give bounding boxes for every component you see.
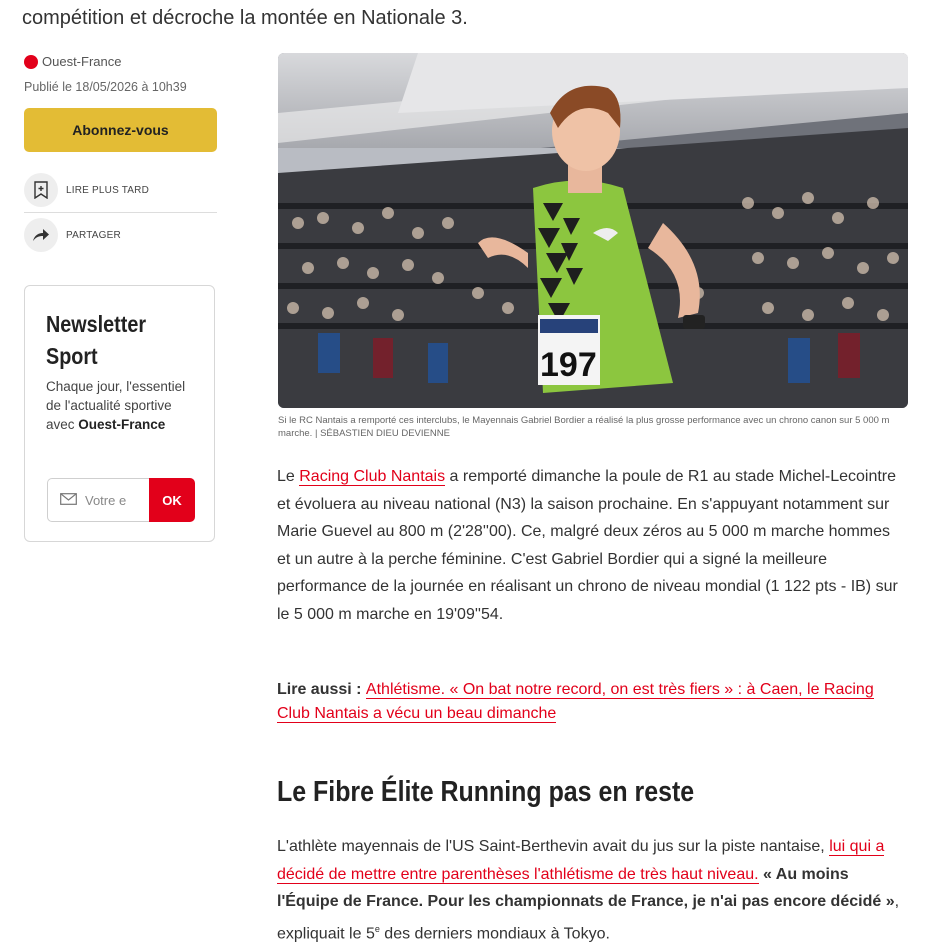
read-also-block [277, 678, 907, 726]
photo-caption: Si le RC Nantais a remporté ces interclubs, le Mayennais Gabriel Bordier a réalisé la plus grosse performance avec un chrono canon sur 5 000 m marche. | SÉBASTIEN DIEU DEVIENNE [278, 415, 890, 439]
ouest-france-logo-icon [24, 55, 38, 69]
newsletter-desc-brand: Ouest-France [78, 417, 166, 432]
newsletter-form [47, 478, 195, 522]
read-also-label: Lire aussi : [277, 681, 366, 698]
newsletter-desc-text: Chaque jour, l'essentiel de l'actualité sportive avec [46, 379, 186, 432]
bookmark-icon [24, 173, 58, 207]
bib-number: 197 [540, 346, 597, 384]
read-later-button[interactable] [24, 173, 149, 207]
mail-icon [60, 493, 77, 508]
p2-text-end: des derniers mondiaux à Tokyo. [379, 925, 610, 943]
share-label: PARTAGER [66, 229, 121, 241]
p2-text-after: , expliquait le 5 [277, 893, 900, 943]
article-photo[interactable] [278, 53, 908, 408]
p2-superscript: e [374, 923, 380, 934]
article-lead: compétition et décroche la montée en Nationale 3. [22, 7, 468, 29]
p1-text-after: a remporté dimanche la poule de R1 au stade Michel-Lecointre et évoluera au niveau national (N3) la saison prochaine. En s'appuyant notamment sur Marie Guevel au 800 m (2'28''00). Ce, malgré deux zéros au 5 000 m marche hommes et un autre à la perche féminine. C'est Gabriel Bordier qui a signé la meilleure performance de la journée en réalisant un chrono de niveau mondial (1 122 pts - IB) sur le 5 000 m marche en 19'09''54. [277, 468, 898, 623]
share-button[interactable] [24, 218, 121, 252]
source-name: Ouest-France [42, 54, 122, 69]
newsletter-email-placeholder: Votre e [85, 492, 127, 508]
share-arrow-icon [24, 218, 58, 252]
newsletter-email-input[interactable] [47, 478, 149, 522]
p2-text-before: L'athlète mayennais de l'US Saint-Berthevin avait du jus sur la piste nantaise, [277, 838, 830, 855]
racing-club-nantais-link[interactable]: Racing Club Nantais [299, 468, 446, 485]
read-later-label: LIRE PLUS TARD [66, 184, 150, 196]
section-heading: Le Fibre Élite Running pas en reste [277, 776, 695, 808]
publish-date: Publié le 18/05/2026 à 10h39 [24, 80, 187, 94]
newsletter-ok-button[interactable]: OK [149, 478, 195, 522]
source-label[interactable] [24, 54, 121, 69]
read-also-link[interactable]: Athlétisme. « On bat notre record, on est très fiers » : à Caen, le Racing Club Nantais a vécu un beau dimanche [277, 681, 874, 722]
newsletter-title: Newsletter Sport [46, 311, 147, 369]
article-paragraph-2 [277, 833, 907, 948]
divider [24, 212, 217, 213]
athletics-break-link[interactable]: lui qui a décidé de mettre entre parenthèses l'athlétisme de très haut niveau. [277, 838, 885, 883]
subscribe-button[interactable]: Abonnez-vous [24, 108, 217, 152]
newsletter-description [46, 377, 201, 434]
p1-text-before: Le [277, 468, 300, 485]
newsletter-box [24, 285, 215, 542]
article-paragraph-1 [277, 463, 907, 629]
p2-quote: « Au moins l'Équipe de France. Pour les championnats de France, je n'ai pas encore décidé » [277, 865, 895, 911]
